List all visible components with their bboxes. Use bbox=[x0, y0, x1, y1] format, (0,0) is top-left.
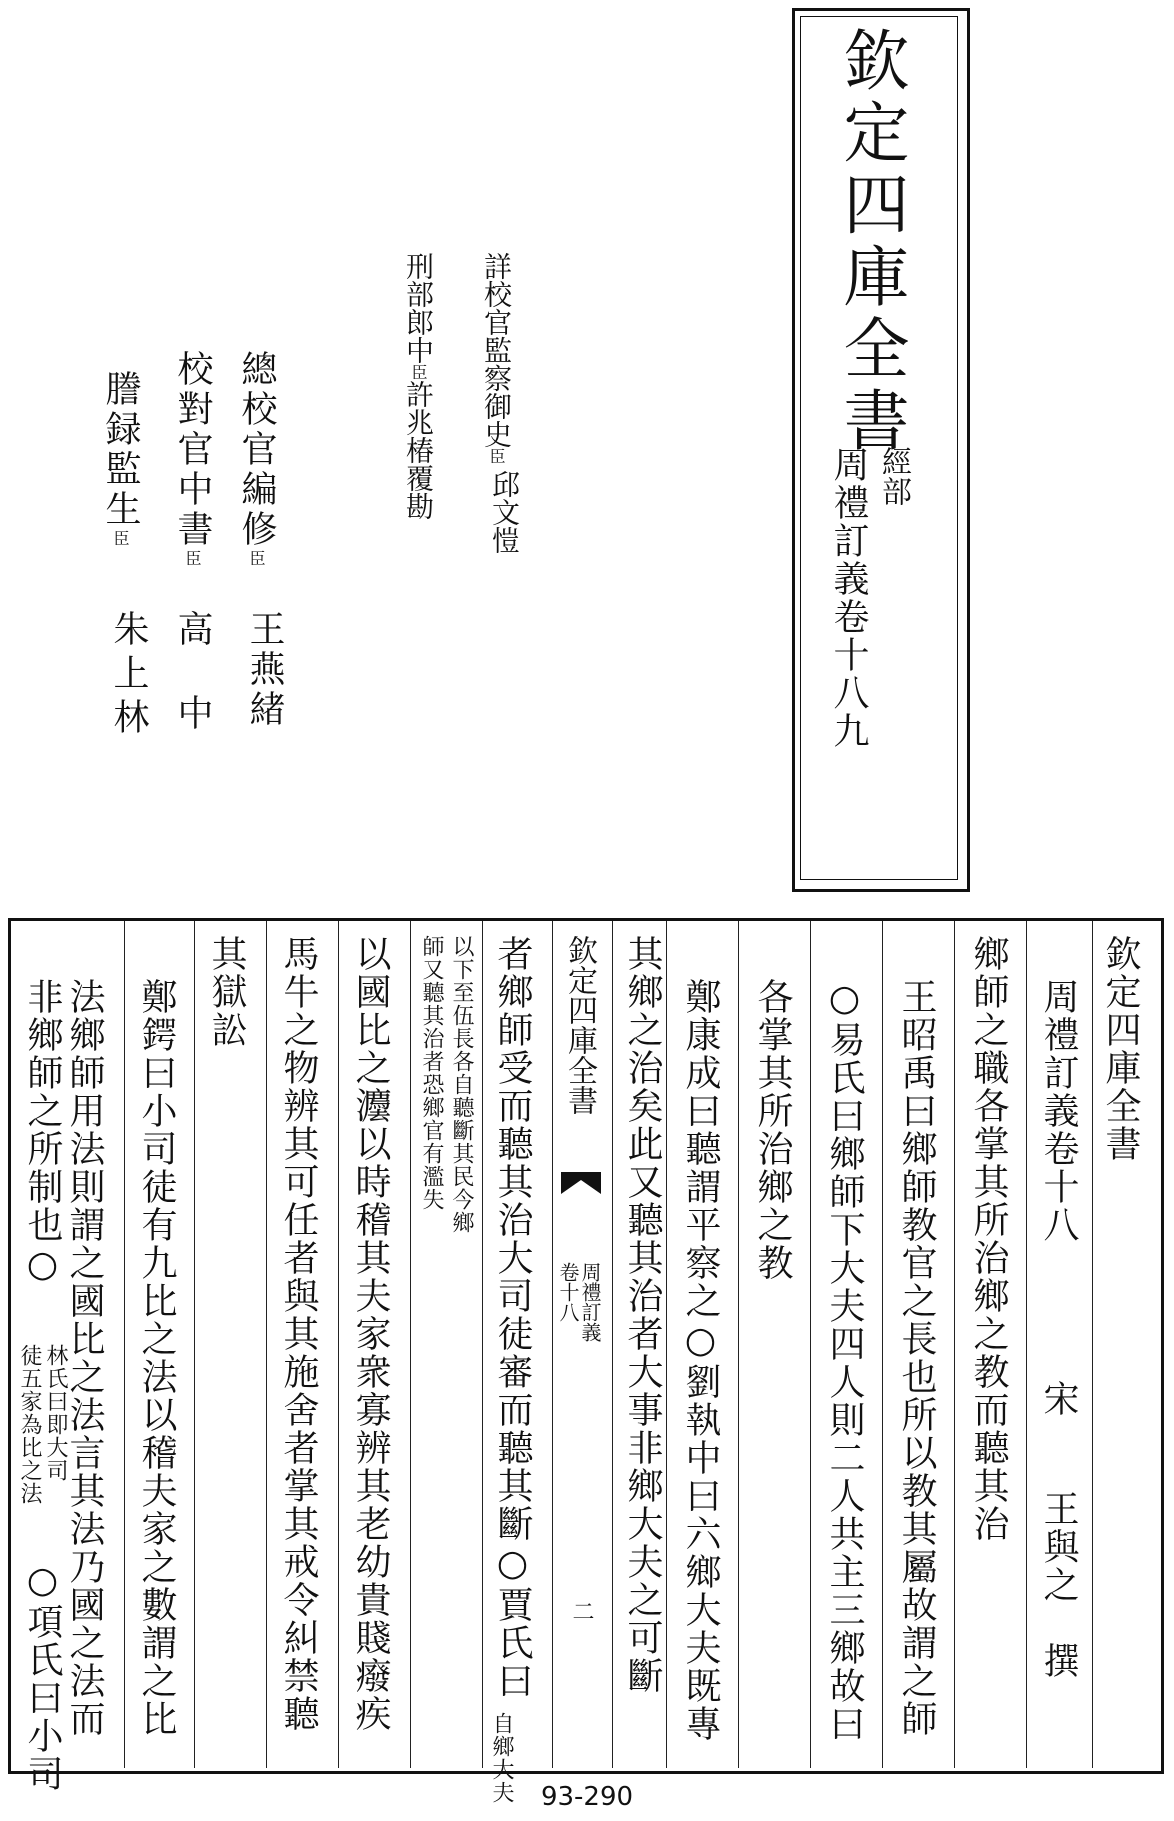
fold-rule bbox=[552, 921, 553, 1768]
fold-book-title: 周禮訂義 bbox=[578, 1262, 602, 1342]
text-column: 鄭康成曰聽謂平察之○劉執中曰六鄉大夫既專 bbox=[680, 978, 721, 1743]
column-rule bbox=[1026, 921, 1027, 1768]
chen-mark: 臣 bbox=[111, 530, 130, 550]
column-rule bbox=[1092, 921, 1093, 1768]
text-note: 徒五家為比之法 bbox=[17, 1344, 42, 1505]
credit-reviewer-role bbox=[402, 252, 435, 380]
author-dynasty: 宋 bbox=[1038, 1380, 1079, 1418]
column-rule bbox=[266, 921, 267, 1768]
column-rule bbox=[410, 921, 411, 1768]
text-main: 者鄉師受而聽其治大司徒審而聽其斷○賈氏曰 bbox=[492, 935, 533, 1700]
text-column: 鄉師之職各掌其所治鄉之教而聽其治 bbox=[968, 935, 1009, 1543]
text-column: 其獄訟 bbox=[206, 935, 247, 1049]
fold-page-number: 二 bbox=[569, 1600, 594, 1622]
fishtail-ornament bbox=[561, 1172, 601, 1194]
text-note: 以下至伍長各自聽斷其民今鄉 bbox=[449, 935, 474, 1234]
fold-juan: 卷十八 bbox=[556, 1262, 580, 1322]
text-column: ○項氏曰小司 bbox=[22, 1560, 63, 1793]
credit-role-text: 刑部郎中 bbox=[402, 252, 435, 364]
credit-role-text: 總校官編修 bbox=[236, 350, 277, 550]
cover-category: 經部 bbox=[876, 446, 911, 506]
cover-title: 欽定四庫全書 bbox=[832, 26, 909, 458]
text-column: 馬牛之物辨其可任者與其施舍者掌其戒令糾禁聽 bbox=[278, 935, 319, 1733]
credit-collator-name: 高 中 bbox=[172, 610, 213, 736]
credit-chief-editor-role bbox=[236, 350, 277, 570]
column-rule bbox=[882, 921, 883, 1768]
column-rule bbox=[810, 921, 811, 1768]
credit-copyist-role bbox=[100, 370, 141, 550]
text-column: ○易氏曰鄉師下大夫四人則二人共主三鄉故曰 bbox=[824, 978, 865, 1743]
credit-chief-editor-name: 王燕緒 bbox=[244, 610, 285, 730]
text-column: 非鄉師之所制也○ bbox=[22, 978, 63, 1287]
book-line: 周禮訂義卷十八 bbox=[1038, 978, 1079, 1244]
credit-role-text: 校對官中書 bbox=[172, 350, 213, 550]
column-rule bbox=[666, 921, 667, 1768]
credit-role-text: 詳校官監察御史 bbox=[480, 252, 513, 448]
credit-proofreader-role bbox=[480, 252, 513, 464]
text-column: 其鄉之治矣此又聽其治者大事非鄉大夫之可斷 bbox=[622, 935, 663, 1695]
column-rule bbox=[338, 921, 339, 1768]
chen-mark: 臣 bbox=[183, 550, 202, 570]
credit-reviewer-name: 許兆椿覆勘 bbox=[402, 380, 435, 520]
chen-mark: 臣 bbox=[409, 364, 428, 380]
credit-proofreader-name: 邱文愷 bbox=[488, 470, 521, 554]
text-column: 王昭禹曰鄉師教官之長也所以教其屬故謂之師 bbox=[896, 978, 937, 1738]
page-header: 欽定四庫全書 bbox=[1100, 935, 1141, 1163]
author-name: 王與之 撰 bbox=[1038, 1490, 1079, 1680]
column-rule bbox=[124, 921, 125, 1768]
fold-title: 欽定四庫全書 bbox=[562, 935, 597, 1115]
column-rule bbox=[482, 921, 483, 1768]
fold-rule bbox=[612, 921, 613, 1768]
text-column: 鄭鍔曰小司徒有九比之法以稽夫家之數謂之比 bbox=[136, 978, 177, 1738]
text-column: 以國比之灋以時稽其夫家衆寡辨其老幼貴賤癈疾 bbox=[350, 935, 391, 1733]
text-column bbox=[492, 935, 533, 1700]
chen-mark: 臣 bbox=[247, 550, 266, 570]
text-note: 自鄉大夫 bbox=[489, 1712, 514, 1804]
column-rule bbox=[738, 921, 739, 1768]
text-column: 法鄉師用法則謂之國比之法言其法乃國之法而 bbox=[64, 978, 105, 1738]
cover-book-title: 周禮訂義卷十八九 bbox=[828, 446, 869, 750]
text-note: 林氏曰即大司 bbox=[43, 1344, 68, 1482]
credit-collator-role bbox=[172, 350, 213, 570]
chen-mark: 臣 bbox=[487, 448, 506, 464]
credit-copyist-name: 朱上林 bbox=[108, 610, 149, 742]
page-number: 93-290 bbox=[540, 1782, 634, 1812]
text-note: 師又聽其治者恐鄉官有濫失 bbox=[419, 935, 444, 1211]
column-rule bbox=[954, 921, 955, 1768]
column-rule bbox=[194, 921, 195, 1768]
text-column: 各掌其所治鄉之教 bbox=[752, 978, 793, 1282]
credit-role-text: 謄録監生 bbox=[100, 370, 141, 530]
